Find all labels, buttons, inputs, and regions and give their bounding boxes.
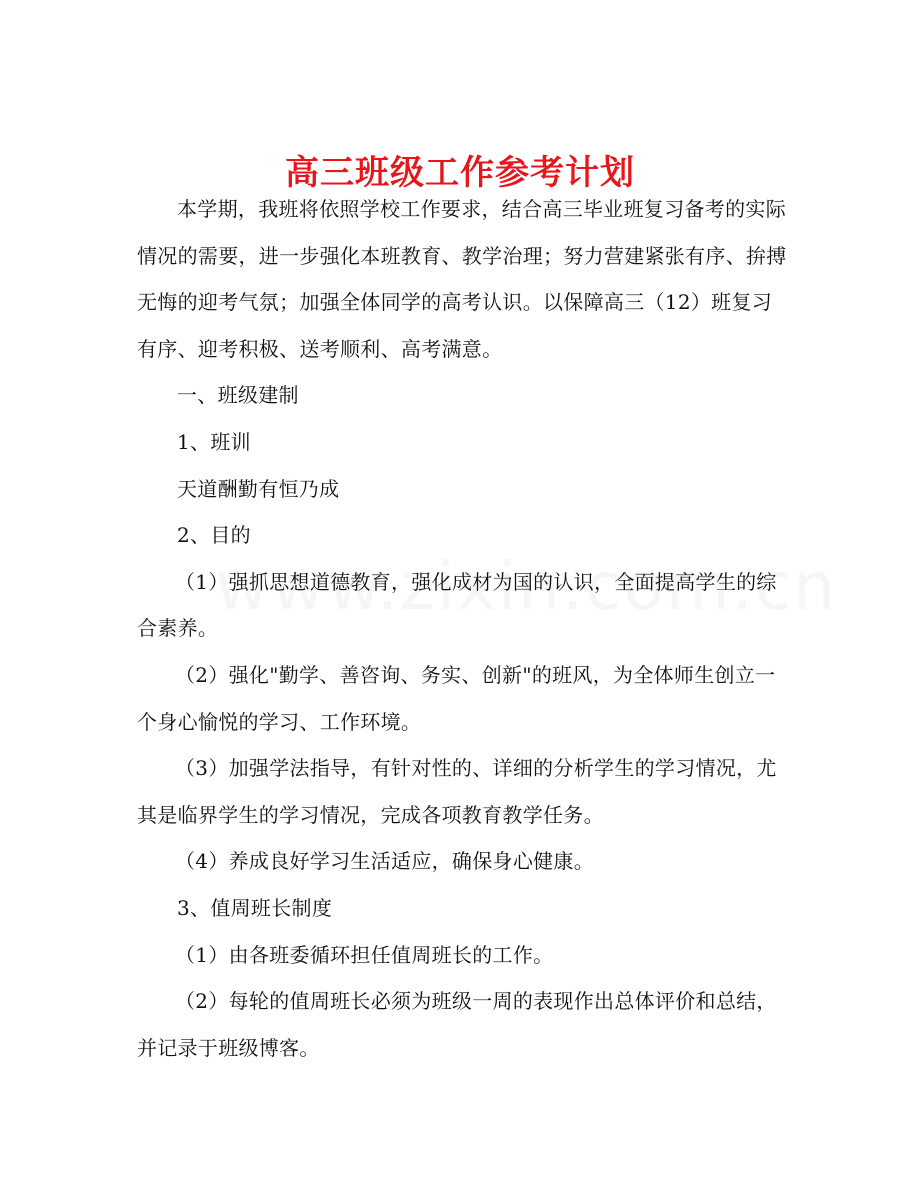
class-motto-text: 天道酬勤有恒乃成 <box>177 476 340 501</box>
goal-item-2: （2）强化"勤学、善咨询、务实、创新"的班风，为全体师生创立一个身心愉悦的学习、工作环境。 <box>137 662 776 734</box>
goal-item-1: （1）强抓思想道德教育，强化成材为国的认识，全面提高学生的综合素养。 <box>137 569 777 641</box>
subheading-goals: 2、目的 <box>177 523 251 548</box>
goal-item-3: （3）加强学法指导，有针对性的、详细的分析学生的学习情况，尤其是临界学生的学习情况，完成各项教育教学任务。 <box>137 756 777 827</box>
duty-item-2: （2）每轮的值周班长必须为班级一周的表现作出总体评价和总结，并记录于班级博客。 <box>137 989 777 1060</box>
subheading-class-motto: 1、班训 <box>177 429 251 454</box>
duty-item-1: （1）由各班委循环担任值周班长的工作。 <box>175 942 554 967</box>
goal-item-4: （4）养成良好学习生活适应，确保身心健康。 <box>175 849 595 874</box>
document-title: 高三班级工作参考计划 <box>285 152 635 193</box>
intro-paragraph: 本学期，我班将依照学校工作要求，结合高三毕业班复习备考的实际情况的需要，进一步强化本班教育、教学治理；努力营建紧张有序、拚搏无悔的迎考气氛；加强全体同学的高考认识。以保障高三（12）班复习有序、迎考积极、送考顺利、高考满意。 <box>137 197 787 361</box>
subheading-duty-monitor-system: 3、值周班长制度 <box>177 895 333 920</box>
document-body <box>137 186 789 1071</box>
section-heading-class-structure: 一、班级建制 <box>177 383 299 408</box>
